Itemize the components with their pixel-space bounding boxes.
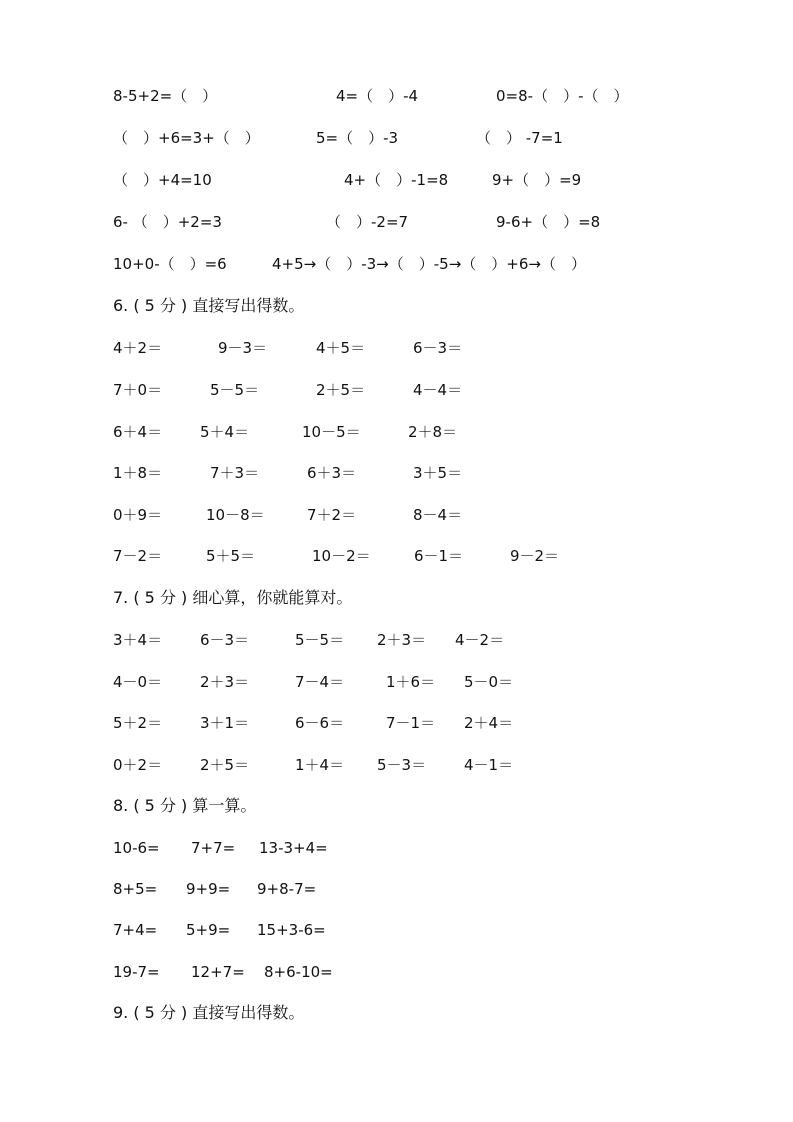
- exercise-item: 10－2＝: [312, 547, 371, 565]
- section-9-heading: 9. ( 5 分 ) 直接写出得数。: [113, 1003, 305, 1022]
- section-7-heading: 7. ( 5 分 ) 细心算，你就能算对。: [113, 588, 353, 607]
- exercise-item: 2＋5＝: [200, 756, 250, 774]
- section-heading: [0, 294, 793, 318]
- exercise-item: 2＋4＝: [464, 714, 514, 732]
- exercise-row: [0, 168, 793, 192]
- exercise-item: 2＋3＝: [377, 631, 427, 649]
- exercise-row: [0, 670, 793, 694]
- section-heading: [0, 586, 793, 610]
- exercise-row: [0, 461, 793, 485]
- exercise-item: 4－1＝: [464, 756, 514, 774]
- exercise-row: [0, 877, 793, 901]
- exercise-item: 5＋5＝: [206, 547, 256, 565]
- exercise-item: 7＋0＝: [113, 381, 163, 399]
- exercise-row: [0, 420, 793, 444]
- exercise-item: 10－8＝: [206, 506, 265, 524]
- exercise-row: [0, 836, 793, 860]
- exercise-item: 9+（ ）=9: [492, 171, 582, 189]
- exercise-row: [0, 210, 793, 234]
- exercise-item: 10－5＝: [302, 423, 361, 441]
- exercise-item: 5－5＝: [295, 631, 345, 649]
- exercise-item: 9+8-7=: [257, 880, 317, 898]
- exercise-item: 8+5=: [113, 880, 158, 898]
- exercise-row: [0, 918, 793, 942]
- exercise-item: （ ）+4=10: [113, 171, 212, 189]
- exercise-item: 5＋2＝: [113, 714, 163, 732]
- exercise-item: 8-5+2=（ ）: [113, 87, 218, 105]
- exercise-item: 6＋4＝: [113, 423, 163, 441]
- exercise-row: [0, 252, 793, 276]
- exercise-item: 4－2＝: [455, 631, 505, 649]
- exercise-item: 5－0＝: [464, 673, 514, 691]
- exercise-item: 1＋4＝: [295, 756, 345, 774]
- exercise-row: [0, 628, 793, 652]
- exercise-item: 1＋8＝: [113, 464, 163, 482]
- exercise-item: 6－3＝: [413, 339, 463, 357]
- exercise-item: 0＋2＝: [113, 756, 163, 774]
- exercise-item: 15+3-6=: [257, 921, 326, 939]
- exercise-item: 3＋5＝: [413, 464, 463, 482]
- exercise-item: 6- （ ）+2=3: [113, 213, 222, 231]
- exercise-item: 9－2＝: [510, 547, 560, 565]
- exercise-item: 7+4=: [113, 921, 158, 939]
- exercise-item: 3＋4＝: [113, 631, 163, 649]
- exercise-item: 6＋3＝: [307, 464, 357, 482]
- exercise-item: 5－3＝: [377, 756, 427, 774]
- exercise-row: [0, 711, 793, 735]
- exercise-item: 9－3＝: [218, 339, 268, 357]
- exercise-item: 7+7=: [191, 839, 236, 857]
- exercise-item: 1＋6＝: [386, 673, 436, 691]
- exercise-item: 4＋2＝: [113, 339, 163, 357]
- exercise-item: （ ）+6=3+（ ）: [113, 129, 260, 147]
- exercise-item: 5=（ ）-3: [316, 129, 399, 147]
- exercise-item: 4－4＝: [413, 381, 463, 399]
- exercise-item: 12+7=: [191, 963, 245, 981]
- exercise-item: 3＋1＝: [200, 714, 250, 732]
- exercise-row: [0, 336, 793, 360]
- exercise-item: 4+5→（ ）-3→（ ）-5→（ ）+6→（ ）: [272, 255, 586, 273]
- exercise-item: 0=8-（ ）-（ ）: [496, 87, 629, 105]
- exercise-row: [0, 753, 793, 777]
- exercise-item: （ ）-2=7: [326, 213, 409, 231]
- exercise-item: 2＋8＝: [408, 423, 458, 441]
- exercise-item: （ ） -7=1: [476, 129, 563, 147]
- exercise-item: 5+9=: [186, 921, 231, 939]
- exercise-item: 2＋5＝: [316, 381, 366, 399]
- section-heading: [0, 794, 793, 818]
- exercise-row: [0, 126, 793, 150]
- exercise-item: 4=（ ）-4: [336, 87, 419, 105]
- exercise-item: 10-6=: [113, 839, 160, 857]
- section-heading: [0, 1001, 793, 1025]
- exercise-item: 8+6-10=: [264, 963, 333, 981]
- exercise-item: 4－0＝: [113, 673, 163, 691]
- exercise-item: 7＋3＝: [210, 464, 260, 482]
- exercise-row: [0, 84, 793, 108]
- exercise-item: 9-6+（ ）=8: [496, 213, 601, 231]
- exercise-row: [0, 378, 793, 402]
- exercise-row: [0, 960, 793, 984]
- exercise-row: [0, 544, 793, 568]
- exercise-item: 10+0-（ ）=6: [113, 255, 227, 273]
- exercise-item: 6－1＝: [414, 547, 464, 565]
- exercise-item: 13-3+4=: [259, 839, 328, 857]
- exercise-item: 4+（ ）-1=8: [344, 171, 449, 189]
- exercise-item: 7－2＝: [113, 547, 163, 565]
- exercise-item: 4＋5＝: [316, 339, 366, 357]
- exercise-item: 8－4＝: [413, 506, 463, 524]
- exercise-item: 7＋2＝: [307, 506, 357, 524]
- exercise-item: 5－5＝: [210, 381, 260, 399]
- exercise-item: 2＋3＝: [200, 673, 250, 691]
- exercise-item: 19-7=: [113, 963, 160, 981]
- exercise-item: 7－1＝: [386, 714, 436, 732]
- section-6-heading: 6. ( 5 分 ) 直接写出得数。: [113, 296, 305, 315]
- exercise-item: 6－6＝: [295, 714, 345, 732]
- section-8-heading: 8. ( 5 分 ) 算一算。: [113, 796, 257, 815]
- exercise-item: 6－3＝: [200, 631, 250, 649]
- exercise-item: 9+9=: [186, 880, 231, 898]
- exercise-item: 5＋4＝: [200, 423, 250, 441]
- exercise-item: 0＋9＝: [113, 506, 163, 524]
- exercise-item: 7－4＝: [295, 673, 345, 691]
- exercise-row: [0, 503, 793, 527]
